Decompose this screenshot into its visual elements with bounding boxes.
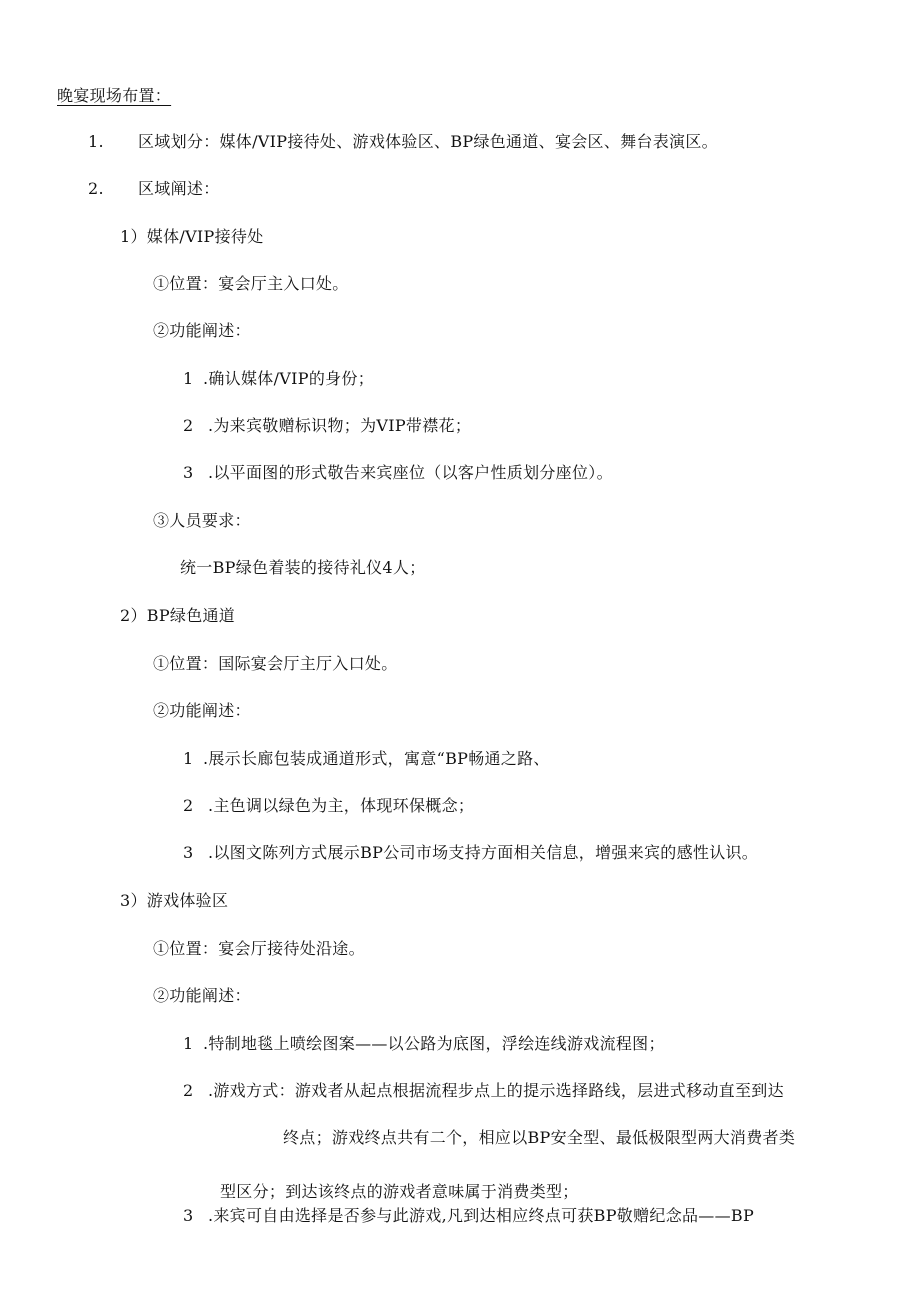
- item-text: 区域阐述：: [138, 179, 220, 198]
- function-label: ②功能阐述：: [153, 701, 251, 720]
- item-number: 1: [183, 749, 194, 768]
- list-item: [183, 749, 550, 769]
- item-number: 2: [183, 416, 194, 435]
- item-text: .以图文陈列方式展示BP公司市场支持方面相关信息，增强来宾的感性认识。: [208, 843, 759, 862]
- item-text: .来宾可自由选择是否参与此游戏,凡到达相应终点可获BP敬赠纪念品——BP: [208, 1206, 755, 1225]
- function-label: ②功能阐述：: [153, 321, 251, 340]
- list-item: [183, 796, 474, 816]
- item-text: 区域划分：媒体/VIP接待处、游戏体验区、BP绿色通道、宴会区、舞台表演区。: [138, 132, 718, 151]
- section-heading: 1）媒体/VIP接待处: [120, 227, 264, 246]
- item-number: 2: [183, 1081, 194, 1100]
- list-item: [183, 843, 758, 863]
- item-continuation: 型区分；到达该终点的游戏者意味属于消费类型；: [220, 1182, 579, 1201]
- item-text: .为来宾敬赠标识物；为VIP带襟花；: [208, 416, 472, 435]
- item-text: .以平面图的形式敬告来宾座位（以客户性质划分座位）。: [208, 463, 613, 482]
- section-heading: 2）BP绿色通道: [120, 606, 236, 625]
- list-item: [183, 1081, 784, 1101]
- location-line: ①位置：宴会厅主入口处。: [153, 274, 349, 293]
- location-line: ①位置：宴会厅接待处沿途。: [153, 939, 365, 958]
- item-number: 1.: [88, 132, 104, 151]
- item-number: 2.: [88, 179, 104, 198]
- item-text: .确认媒体/VIP的身份；: [203, 369, 375, 388]
- location-line: ①位置：国际宴会厅主厅入口处。: [153, 654, 398, 673]
- item-text: .主色调以绿色为主，体现环保概念；: [208, 796, 475, 815]
- list-item: [183, 416, 471, 436]
- item-number: 1: [183, 369, 194, 388]
- page-title: 晚宴现场布置：: [57, 86, 172, 105]
- item-number: 3: [183, 463, 194, 482]
- item-text: .展示长廊包装成通道形式，寓意“BP畅通之路、: [203, 749, 550, 768]
- item-continuation: 终点；游戏终点共有二个，相应以BP安全型、最低极限型两大消费者类: [283, 1128, 796, 1147]
- list-item: [183, 1034, 665, 1054]
- item-number: 3: [183, 1206, 194, 1225]
- function-label: ②功能阐述：: [153, 986, 251, 1005]
- item-number: 3: [183, 843, 194, 862]
- staff-label: ③人员要求：: [153, 511, 251, 530]
- list-item: [183, 1206, 754, 1226]
- item-text: .特制地毯上喷绘图案——以公路为底图，浮绘连线游戏流程图；: [203, 1034, 665, 1053]
- list-item: [183, 463, 613, 483]
- staff-text: 统一BP绿色着装的接待礼仪4人；: [180, 558, 426, 577]
- list-item: [88, 132, 718, 152]
- item-text: .游戏方式：游戏者从起点根据流程步点上的提示选择路线，层进式移动直至到达: [208, 1081, 784, 1100]
- list-item: [88, 179, 220, 199]
- section-heading: 3）游戏体验区: [120, 891, 229, 910]
- list-item: [183, 369, 374, 389]
- item-number: 2: [183, 796, 194, 815]
- item-number: 1: [183, 1034, 194, 1053]
